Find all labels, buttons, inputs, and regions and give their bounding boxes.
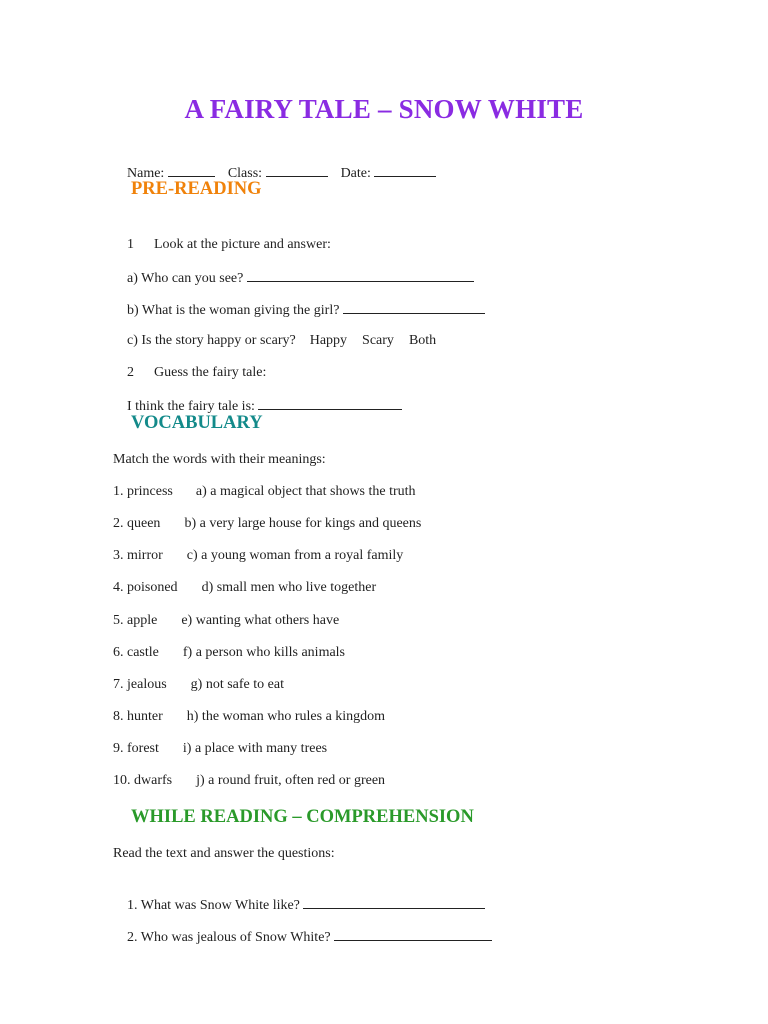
vocab-item	[113, 547, 403, 565]
worksheet-title: A FAIRY TALE – SNOW WHITE	[184, 94, 584, 124]
vocab-item	[113, 740, 327, 758]
option-both[interactable]: Both	[408, 333, 437, 348]
comprehension-instruction: Read the text and answer the questions:	[113, 846, 335, 861]
option-happy[interactable]: Happy	[309, 333, 348, 348]
vocab-meaning: a) a magical object that shows the truth	[195, 484, 416, 499]
answer-blank[interactable]	[303, 895, 485, 909]
question-text: Look at the picture and answer:	[154, 237, 331, 252]
vocab-item	[113, 708, 385, 726]
vocab-item	[113, 612, 339, 630]
vocab-word: 10. dwarfs	[113, 773, 173, 788]
vocab-word: 9. forest	[113, 741, 159, 756]
vocab-word: 4. poisoned	[113, 580, 178, 595]
name-label: Name:	[127, 166, 165, 181]
vocab-item	[113, 483, 416, 501]
vocabulary-heading: VOCABULARY	[131, 413, 263, 433]
question-text: I think the fairy tale is:	[127, 399, 255, 414]
vocab-item	[113, 515, 421, 533]
vocab-item	[113, 676, 284, 694]
vocab-item	[113, 579, 376, 597]
date-blank[interactable]	[374, 163, 436, 177]
question-text: b) What is the woman giving the girl?	[127, 303, 340, 318]
question-text: c) Is the story happy or scary?	[127, 333, 296, 348]
vocab-item	[113, 772, 385, 790]
answer-blank[interactable]	[247, 268, 474, 282]
vocabulary-instruction: Match the words with their meanings:	[113, 452, 326, 467]
answer-blank[interactable]	[343, 300, 485, 314]
date-label: Date:	[340, 166, 371, 181]
question-text: 1. What was Snow White like?	[127, 898, 300, 913]
vocab-meaning: g) not safe to eat	[190, 677, 284, 692]
question-number: 2	[127, 365, 134, 380]
question-number: 1	[127, 237, 134, 252]
class-blank[interactable]	[266, 163, 328, 177]
answer-blank[interactable]	[258, 396, 402, 410]
vocab-word: 7. jealous	[113, 677, 167, 692]
question-text: 2. Who was jealous of Snow White?	[127, 930, 331, 945]
vocab-meaning: c) a young woman from a royal family	[186, 548, 404, 563]
question-text: a) Who can you see?	[127, 271, 244, 286]
option-scary[interactable]: Scary	[362, 333, 394, 348]
vocab-meaning: d) small men who live together	[201, 580, 377, 595]
class-label: Class:	[227, 166, 263, 181]
name-blank[interactable]	[168, 163, 215, 177]
vocab-word: 5. apple	[113, 613, 158, 628]
vocab-word: 3. mirror	[113, 548, 163, 563]
vocab-word: 8. hunter	[113, 709, 163, 724]
vocab-meaning: j) a round fruit, often red or green	[196, 773, 386, 788]
vocab-word: 6. castle	[113, 645, 159, 660]
answer-blank[interactable]	[334, 927, 492, 941]
vocab-meaning: b) a very large house for kings and queens	[184, 516, 422, 531]
pre-reading-heading: PRE-READING	[131, 179, 262, 199]
vocab-meaning: e) wanting what others have	[181, 613, 340, 628]
comprehension-heading: WHILE READING – COMPREHENSION	[131, 807, 474, 827]
vocab-meaning: f) a person who kills animals	[182, 645, 346, 660]
vocab-word: 2. queen	[113, 516, 161, 531]
comprehension-question-2	[113, 909, 492, 965]
question-text: Guess the fairy tale:	[154, 365, 267, 380]
vocab-meaning: i) a place with many trees	[182, 741, 328, 756]
vocab-meaning: h) the woman who rules a kingdom	[186, 709, 386, 724]
vocab-word: 1. princess	[113, 484, 173, 499]
vocab-item	[113, 644, 345, 662]
